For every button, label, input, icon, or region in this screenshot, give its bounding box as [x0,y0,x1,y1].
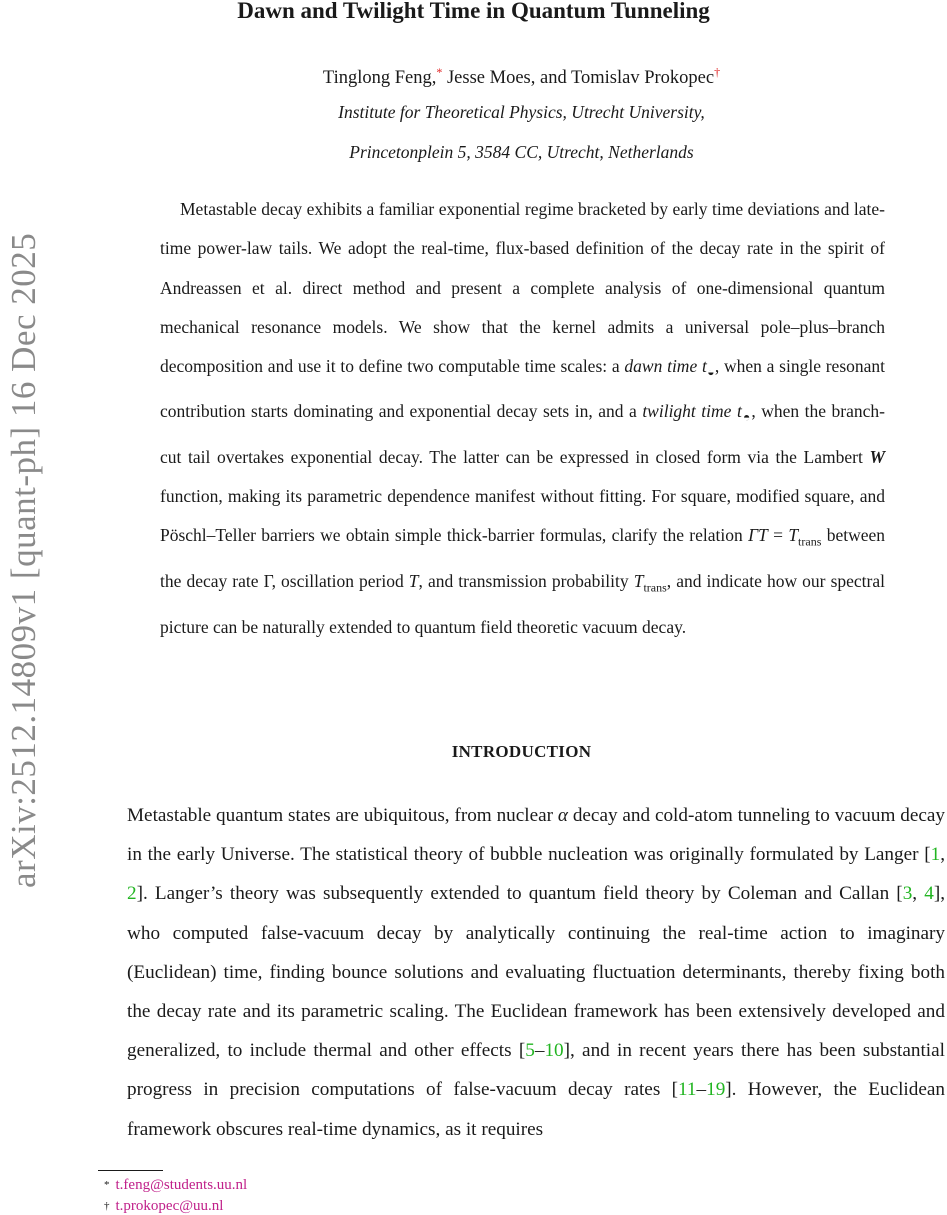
affiliation-line-1: Institute for Theoretical Physics, Utrecht University, [338,102,705,122]
citation-link[interactable]: 5 [525,1040,535,1062]
intro-paragraph: Metastable quantum states are ubiquitous, from nuclear α decay and cold-atom tunneling to vacuum decay in the early Universe. The statistical theory of bubble nucleation was originally formulated by Langer [1, 2]. Langer’s theory was subsequently extended to quantum field theory by Coleman and Callan [3, 4], who computed false-vacuum decay by analytically continuing the real-time action to imaginary (Euclidean) time, finding bounce solutions and evaluating fluctuation determinants, thereby fixing both the decay rate and its parametric scaling. The Euclidean framework has been extensively developed and generalized, to include thermal and other effects [5–10], and in recent years there has been substantial progress in precision computations of false-vacuum decay rates [11–19]. However, the Euclidean framework obscures real-time dynamics, as it requires [127,805,946,1140]
citation-link[interactable]: 1 [930,844,941,866]
paper-title: Dawn and Twilight Time in Quantum Tunneling [237,0,710,23]
author-rest: Jesse Moes, and Tomislav Prokopec [442,68,715,89]
affiliation-line-2: Princetonplein 5, 3584 CC, Utrecht, Netherlands [349,142,694,162]
footnote-divider [98,1170,163,1171]
twilight-symbol: ◓ [741,410,752,425]
citation-link[interactable]: 11 [678,1079,697,1101]
email-link[interactable]: t.prokopec@uu.nl [115,1198,224,1214]
citation-link[interactable]: 10 [544,1040,564,1062]
arxiv-identifier: arXiv:2512.14809v1 [quant-ph] 16 Dec 2025 [4,232,43,888]
abstract: Metastable decay exhibits a familiar exponential regime bracketed by early time deviations and late-time power-law tails. We adopt the real-time, flux-based definition of the decay rate in the spirit of Andreassen et al. direct method and present a complete analysis of one-dimensional quantum mechanical resonance models. We show that the kernel admits a universal pole–plus–branch decomposition and use it to define two computable time scales: a dawn time $t_◒$, when a single resonant contribution starts dominating and exponential decay sets in, and a twilight time $t_◓$, when the branch-cut tail overtakes exponential decay. The latter can be expressed in closed form via the Lambert W function, making its parametric dependence manifest without fitting. For square, modified square, and Pöschl–Teller barriers we obtain simple thick-barrier formulas, clarify the relation $\Gamma T = T_{trans}$ between the decay rate Γ, oscillation period T, and transmission probability $T_{trans}$, and indicate how our spectral picture can be naturally extended to quantum field theoretic vacuum decay. [160,199,886,637]
author-list [0,60,947,90]
citation-link[interactable]: 3 [902,883,913,905]
author-feng: Tinglong Feng, [322,68,437,89]
footnote-1: * t.feng@students.uu.nl [104,1177,248,1193]
dawn-time-term: dawn time t [624,356,707,377]
citation-link[interactable]: 2 [127,883,137,905]
dawn-symbol: ◒ [706,365,715,380]
footnote-2: † t.prokopec@uu.nl [104,1198,224,1214]
footnote-mark[interactable]: † [714,65,721,79]
citation-link[interactable]: 19 [706,1079,726,1101]
twilight-time-term: twilight time t [642,401,742,422]
email-link[interactable]: t.feng@students.uu.nl [115,1177,248,1193]
footnote-mark[interactable]: * [436,65,443,79]
section-heading: INTRODUCTION [451,742,592,761]
citation-link[interactable]: 4 [924,883,934,905]
